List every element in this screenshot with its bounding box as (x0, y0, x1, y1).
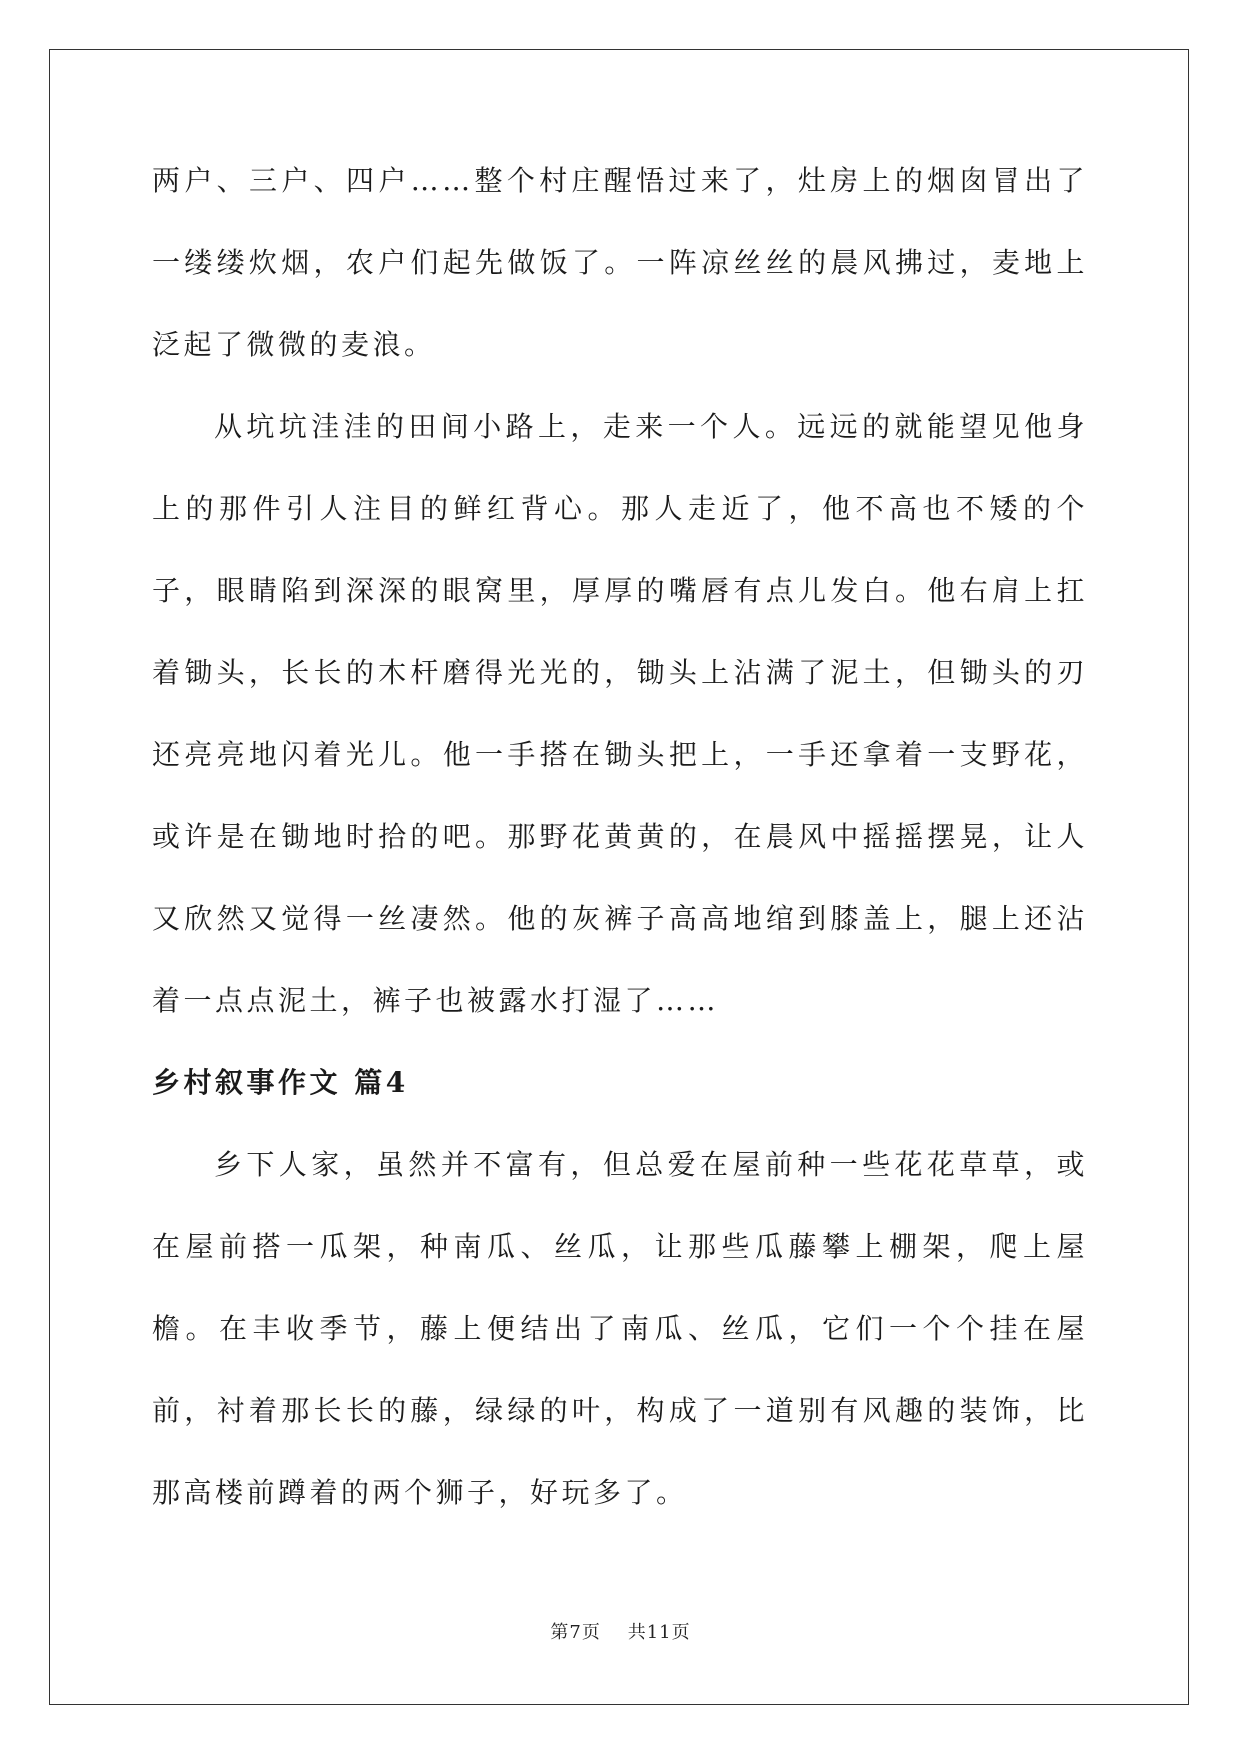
section-heading: 乡村叙事作文 篇4 (152, 1066, 409, 1099)
paragraph-3: 乡下人家，虽然并不富有，但总爱在屋前种一些花花草草，或在屋前搭一瓜架，种南瓜、丝瓜，让那些瓜藤攀上棚架，爬上屋檐。在丰收季节，藤上便结出了南瓜、丝瓜，它们一个个挂在屋前，衬着那长长的藤，绿绿的叶，构成了一道别有风趣的装饰，比那高楼前蹲着的两个狮子，好玩多了。 (152, 1148, 1088, 1509)
page-number: 第7页 (550, 1622, 601, 1643)
page-footer (0, 1618, 1241, 1644)
paragraph-2: 从坑坑洼洼的田间小路上，走来一个人。远远的就能望见他身上的那件引人注目的鲜红背心。那人走近了，他不高也不矮的个子，眼睛陷到深深的眼窝里，厚厚的嘴唇有点儿发白。他右肩上扛着锄头，长长的木杆磨得光光的，锄头上沾满了泥土，但锄头的刃还亮亮地闪着光儿。他一手搭在锄头把上，一手还拿着一支野花，或许是在锄地时拾的吧。那野花黄黄的，在晨风中摇摇摆晃，让人又欣然又觉得一丝凄然。他的灰裤子高高地绾到膝盖上，腿上还沾着一点点泥土，裤子也被露水打湿了…… (152, 410, 1088, 1017)
document-body (152, 140, 1088, 1534)
page-total: 共11页 (627, 1622, 691, 1643)
paragraph-1: 两户、三户、四户……整个村庄醒悟过来了，灶房上的烟囱冒出了一缕缕炊烟，农户们起先做饭了。一阵凉丝丝的晨风拂过，麦地上泛起了微微的麦浪。 (152, 164, 1088, 361)
